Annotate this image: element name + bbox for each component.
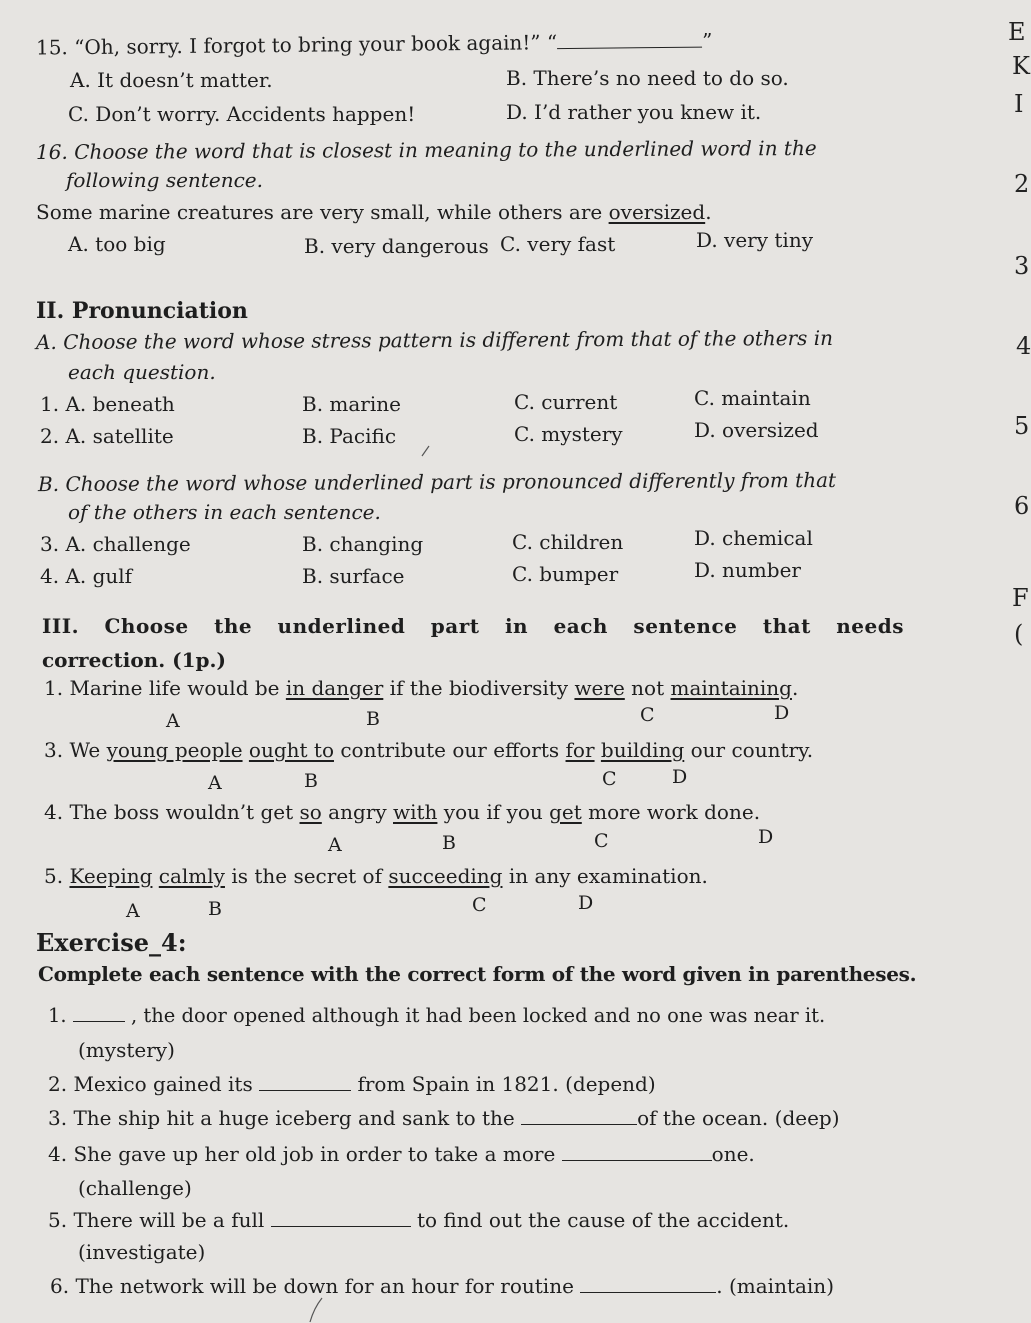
s5-letter-a: A [126, 900, 140, 922]
edge-char-3: I [1014, 90, 1024, 118]
q16-sentence-text: Some marine creatures are very small, while others are [36, 200, 609, 224]
q16-option-b: B. very dangerous [304, 234, 489, 258]
s5-text-2: is the secret of [224, 864, 389, 888]
ex4-item-1-num: 1. [48, 1004, 67, 1027]
s4-letter-c: C [594, 830, 609, 852]
s1-letter-c: C [640, 704, 655, 726]
pron-q2-option-a: 2. A. satellite [40, 424, 174, 448]
s1-letter-a: A [166, 710, 180, 732]
ex4-item-4-text-b: one. [711, 1142, 755, 1166]
ex4-item-1-hint: (mystery) [78, 1038, 175, 1062]
edge-char-4: 2 [1014, 170, 1030, 198]
exercise4-heading: Exercise_4: [36, 928, 187, 957]
pron-q3-option-b: B. changing [302, 532, 424, 556]
s5-underlined-b: calmly [158, 864, 225, 888]
q15-option-a: A. It doesn’t matter. [70, 68, 273, 92]
ex4-item-4-text-a: 4. She gave up her old job in order to take a more [48, 1142, 556, 1166]
s5-text-3: in [502, 864, 535, 888]
ex4-item-5-hint: (investigate) [78, 1240, 206, 1264]
s3-underlined-c: for [565, 738, 595, 762]
q15-close-quote: ” [702, 28, 713, 53]
ex4-item-3-blank [521, 1110, 637, 1125]
q15-option-d: D. I’d rather you knew it. [506, 100, 762, 124]
s4-underlined-c: get [549, 800, 582, 824]
edge-char-10: ( [1014, 620, 1024, 648]
s4-letter-a: A [328, 834, 342, 856]
s5-underlined-a: Keeping [69, 864, 153, 888]
q16-option-c: C. very fast [500, 232, 616, 256]
pron-q1-option-a: 1. A. beneath [40, 392, 175, 416]
ex4-item-4-blank [562, 1146, 712, 1161]
ex4-item-5-blank [271, 1212, 411, 1227]
pron-q3-option-a: 3. A. challenge [40, 532, 191, 556]
s3-underlined-a: young people [106, 738, 243, 762]
correction-heading-line2: correction. (1p.) [42, 648, 226, 672]
s1-text-0: 1. Marine life would be [44, 676, 286, 700]
s1-underlined-b: were [574, 676, 625, 700]
s3-letter-d: D [672, 766, 688, 788]
ex4-item-1-text: , the door opened although it had been locked and no one was near it. [131, 1004, 826, 1027]
q15-stem-text: 15. “Oh, sorry. I forgot to bring your book again!” “ [35, 30, 558, 60]
s1-letter-b: B [366, 708, 380, 730]
q16-option-a: A. too big [68, 232, 166, 256]
pron-q4-option-c: C. bumper [512, 562, 619, 586]
s3-letter-c: C [602, 768, 617, 790]
s5-underlined-c: succeeding [388, 864, 503, 888]
edge-char-7: 5 [1014, 412, 1030, 440]
pron-q2-option-b: B. Pacific [302, 424, 397, 448]
ex4-item-6-blank [580, 1278, 716, 1293]
q15-option-c: C. Don’t worry. Accidents happen! [68, 102, 416, 126]
ex4-item-2-text-b: from Spain in 1821. (depend) [357, 1072, 656, 1096]
pron-q1-option-d: C. maintain [694, 386, 811, 410]
pen-mark-small [420, 444, 432, 458]
ex4-item-2-text-a: 2. Mexico gained its [48, 1072, 253, 1096]
pron-q4-option-a: 4. A. gulf [40, 564, 133, 588]
s5-word-d: any [534, 864, 571, 888]
s4-text-0: 4. The boss wouldn’t get [44, 800, 300, 824]
pron-q1-option-c: C. current [514, 390, 618, 414]
s3-text-2: contribute our efforts [333, 738, 566, 762]
pronunciation-heading: II. Pronunciation [36, 298, 248, 324]
ex4-item-6-text-a: 6. The network will be down for an hour for routine [50, 1274, 574, 1298]
s4-underlined-b: with [393, 800, 438, 824]
ex4-item-1 [48, 1004, 825, 1027]
q15-option-b: B. There’s no need to do so. [506, 66, 789, 90]
ex4-item-4-hint: (challenge) [78, 1176, 192, 1200]
q16-sentence [36, 200, 712, 224]
ex4-item-5-text-a: 5. There will be a full [48, 1208, 265, 1232]
ex4-item-2 [48, 1072, 656, 1096]
edge-char-5: 3 [1014, 252, 1030, 280]
s3-text-4: our country. [684, 738, 814, 762]
s3-text-0: 3. We [44, 738, 107, 762]
ex4-item-3-text-b: of the ocean. (deep) [637, 1106, 840, 1130]
q15-blank [557, 33, 702, 50]
s4-text-4: . [753, 800, 761, 824]
s5-text-0: 5. [44, 864, 70, 888]
q16-instruction-line2: following sentence. [66, 168, 263, 192]
ex4-item-1-blank [73, 1007, 125, 1022]
s1-underlined-c: maintaining [670, 676, 792, 700]
s4-text-2: you if you [437, 800, 550, 824]
s1-underlined-a: in danger [285, 676, 384, 700]
pron-a-instruction-line2: each question. [68, 360, 216, 384]
s4-underlined-a: so [299, 800, 322, 824]
correction-heading-line1: III. Choose the underlined part in each sentence that needs [42, 614, 904, 638]
s1-letter-d: D [774, 702, 790, 724]
ex4-item-3-text-a: 3. The ship hit a huge iceberg and sank to the [48, 1106, 515, 1130]
q16-option-d: D. very tiny [696, 228, 814, 252]
correction-sentence-5 [44, 864, 708, 888]
s1-text-1: if the biodiversity [383, 676, 575, 700]
correction-sentence-1 [44, 676, 798, 700]
s3-letter-a: A [208, 772, 222, 794]
pron-a-instruction-line1: A. Choose the word whose stress pattern is different from that of the others in [35, 325, 834, 355]
ex4-item-2-blank [259, 1076, 351, 1091]
pron-q3-option-c: C. children [512, 530, 624, 554]
edge-char-9: F [1012, 584, 1029, 612]
edge-char-8: 6 [1014, 492, 1030, 520]
q16-sentence-end: . [705, 200, 712, 224]
s1-text-2: not [624, 676, 671, 700]
s3-underlined-d: building [600, 738, 685, 762]
correction-sentence-3 [44, 738, 813, 762]
ex4-item-6-text-b: . (maintain) [716, 1274, 834, 1298]
pen-mark-bottom [306, 1296, 326, 1323]
s4-word-d: done [704, 800, 754, 824]
pron-q4-option-b: B. surface [302, 564, 405, 588]
pron-q1-option-b: B. marine [302, 392, 401, 416]
s4-letter-d: D [758, 826, 774, 848]
s1-text-3: . [791, 676, 799, 700]
ex4-item-4 [48, 1142, 755, 1166]
pron-q2-option-d: D. oversized [694, 418, 819, 442]
s5-text-4: examination. [570, 864, 708, 888]
s5-letter-b: B [208, 898, 222, 920]
edge-char-2: K [1012, 52, 1030, 80]
ex4-item-5-text-b: to find out the cause of the accident. [417, 1208, 790, 1232]
s3-letter-b: B [304, 770, 318, 792]
pron-q4-option-d: D. number [694, 558, 801, 582]
s5-letter-c: C [472, 894, 487, 916]
correction-sentence-4 [44, 800, 760, 824]
ex4-item-3 [48, 1106, 840, 1130]
edge-char-6: 4 [1016, 332, 1031, 360]
s4-text-3: more work [581, 800, 705, 824]
s3-underlined-b: ought to [248, 738, 334, 762]
q15-stem [36, 28, 713, 59]
pron-q2-option-c: C. mystery [514, 422, 623, 446]
ex4-item-5 [48, 1208, 789, 1232]
s4-letter-b: B [442, 832, 456, 854]
pron-b-instruction-line2: of the others in each sentence. [68, 500, 381, 524]
q16-underlined-word: oversized [608, 200, 706, 224]
edge-char-1: E [1008, 18, 1026, 46]
q16-instruction-line1: 16. Choose the word that is closest in meaning to the underlined word in the [35, 135, 817, 165]
exercise4-instruction: Complete each sentence with the correct form of the word given in parentheses. [38, 962, 917, 986]
pron-q3-option-d: D. chemical [694, 526, 813, 550]
s5-letter-d: D [578, 892, 594, 914]
ex4-item-6 [50, 1274, 834, 1298]
pron-b-instruction-line1: B. Choose the word whose underlined part is pronounced differently from that [37, 467, 837, 497]
s4-text-1: angry [321, 800, 393, 824]
